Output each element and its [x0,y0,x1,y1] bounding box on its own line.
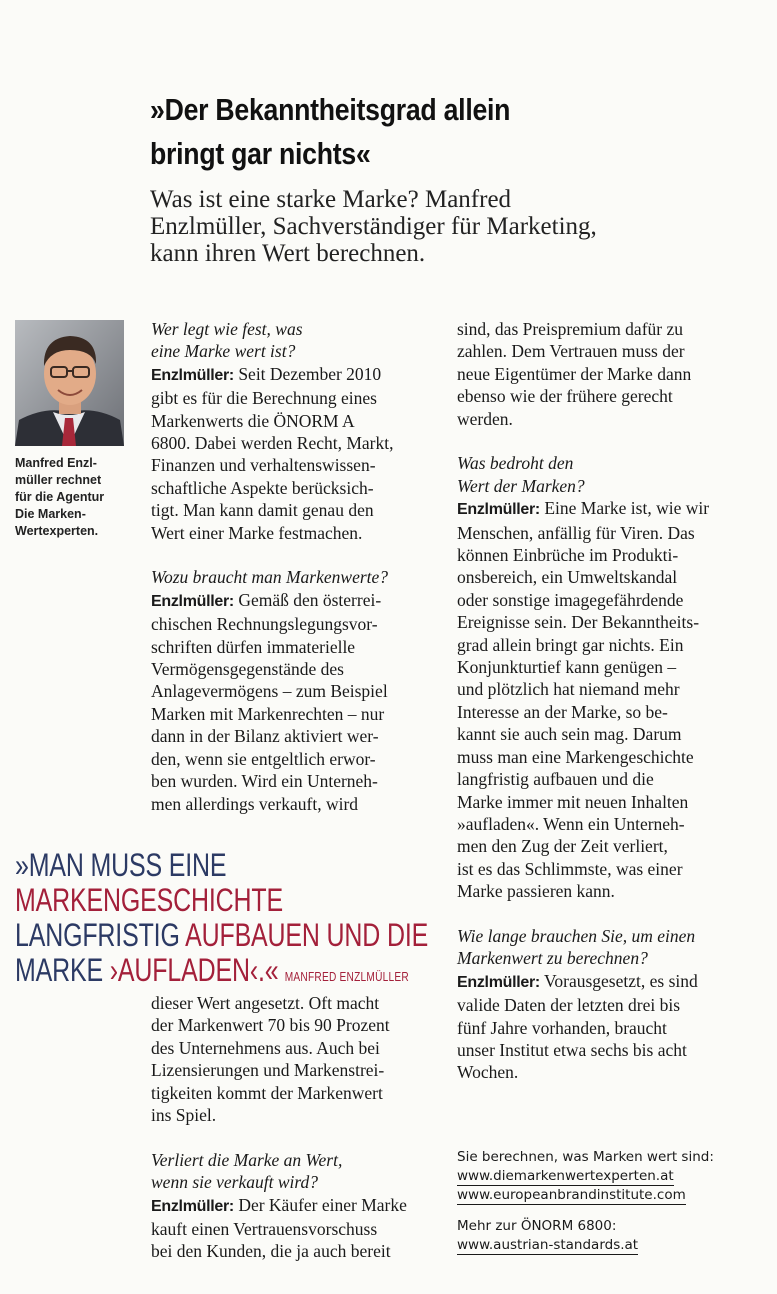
body-text-line: chischen Rechnungslegungsvor- [151,614,378,635]
body-text-line: Menschen, anfällig für Viren. Das [457,522,695,543]
body-text-line: dieser Wert angesetzt. Oft macht [151,993,380,1013]
portrait-photo [15,320,124,446]
body-text-line: Finanzen und verhaltenswissen- [151,455,376,476]
caption-line: für die Agentur [15,490,105,504]
pull-quote-highlight: ›AUFLADEN [109,952,250,988]
body-text-line: 6800. Dabei werden Recht, Markt, [151,433,394,454]
body-text-line: ins Spiel. [151,1105,217,1126]
subhead-line-1: Was ist eine starke Marke? Manfred [150,186,512,213]
caption-line: Wertexperten. [15,524,99,538]
interview-question: Wozu braucht man Markenwerte? [151,567,389,588]
interview-question: wenn sie verkauft wird? [151,1172,319,1193]
caption-line: Die Marken- [15,507,86,521]
body-text-line: Konjunkturtief kann genügen – [457,657,677,678]
headline-line-2: bringt gar nichts« [150,136,371,171]
links-intro-oenorm: Mehr zur ÖNORM 6800: [457,1218,617,1234]
body-text-line: zahlen. Dem Vertrauen muss der [457,341,685,362]
pull-quote-text: »MAN MUSS EINE [15,847,227,883]
answer-text: Der Käufer einer Marke [233,1194,407,1215]
body-text-line: oder sonstige imagegefährdende [457,589,684,610]
body-text-line: Marke immer mit neuen Inhalten [457,791,689,812]
headline-line-1: »Der Bekanntheitsgrad allein [150,92,511,127]
body-text-line: gibt es für die Berechnung eines [151,388,377,409]
body-text-line: »aufladen«. Wenn ein Unterneh- [457,813,685,834]
body-text-line: grad allein bringt gar nichts. Ein [457,634,684,655]
body-text-line: werden. [457,408,513,429]
caption-line: Manfred Enzl- [15,456,97,470]
paragraph-spacer [151,544,441,566]
body-text-line: dann in der Bilanz aktiviert wer- [151,726,379,747]
body-text-line: Lizensierungen und Markenstrei- [151,1060,385,1081]
pull-quote-attribution: MANFRED ENZLMÜLLER [284,969,409,984]
interview-answer-start [151,363,441,387]
link-austrian-standards[interactable]: www.austrian-standards.at [457,1237,639,1253]
body-text-line: Wert einer Marke festmachen. [151,522,363,543]
pull-quote-highlight: AUFBAUEN UND DIE [185,917,429,953]
interview-answer-start [151,1194,441,1218]
body-text-line: valide Daten der letzten drei bis [457,995,681,1016]
paragraph-spacer [151,1126,441,1148]
interview-answer-start [457,970,757,994]
interview-question: Markenwert zu berechnen? [457,948,648,969]
subhead-line-2: Enzlmüller, Sachverständiger für Marketing, [150,213,597,240]
answer-text: Vorausgesetzt, es sind [539,970,698,991]
body-text-line: schriften dürfen immaterielle [151,636,356,657]
interview-question: Was bedroht den [457,453,574,474]
body-text-line: sind, das Preispremium dafür zu [457,319,683,339]
body-text-line: kannt sie auch sein mag. Darum [457,724,682,745]
interview-answer-start [151,589,441,613]
body-text-line: tigkeiten kommt der Markenwert [151,1082,383,1103]
body-text-line: neue Eigentümer der Marke dann [457,363,692,384]
body-text-line: Markenwerts die ÖNORM A [151,410,355,431]
speaker-name: Enzlmüller: [151,366,234,384]
body-text-line: kauft einen Vertrauensvorschuss [151,1219,378,1240]
interview-question: Verliert die Marke an Wert, [151,1149,343,1170]
body-text-line: tigt. Man kann damit genau den [151,500,374,521]
body-text-line: unser Institut etwa sechs bis acht [457,1039,687,1060]
body-text-line: ben wurden. Wird ein Unterneh- [151,771,378,792]
interview-question: Wer legt wie fest, was [151,319,303,339]
body-text-line: den, wenn sie entgeltlich erwor- [151,748,376,769]
interview-answer-start [457,497,757,521]
interview-question: eine Marke wert ist? [151,341,296,362]
body-text-line: Ereignisse sein. Der Bekanntheits- [457,612,700,633]
pull-quote-text: LANGFRISTIG [15,917,186,953]
paragraph-spacer [457,903,757,925]
interview-question: Wie lange brauchen Sie, um einen [457,925,696,946]
body-text-line: Wochen. [457,1062,519,1083]
body-text-line: ist es das Schlimmste, was einer [457,858,683,879]
pull-quote [15,848,452,994]
link-diemarkenwertexperten[interactable]: www.diemarkenwertexperten.at [457,1168,674,1184]
answer-text: Eine Marke ist, wie wir [539,498,710,519]
subhead-line-3: kann ihren Wert berechnen. [150,240,426,267]
body-text-line: können Einbrüche im Produkti- [457,545,679,566]
column-1-bottom [151,992,441,1263]
body-text-line: Anlagevermögens – zum Beispiel [151,681,388,702]
links-box [457,1148,757,1255]
speaker-name: Enzlmüller: [457,973,540,991]
body-text-line: Interesse an der Marke, so be- [457,701,668,722]
photo-caption [15,455,125,540]
pull-quote-text: MARKE [15,952,110,988]
pull-quote-highlight: MARKENGESCHICHTE [15,882,283,918]
body-text-line: langfristig aufbauen und die [457,769,654,790]
speaker-name: Enzlmüller: [151,1197,234,1215]
body-text-line: bei den Kunden, die ja auch bereit [151,1241,391,1262]
body-text-line: onsbereich, ein Umweltskandal [457,567,678,588]
body-text-line: men den Zug der Zeit verliert, [457,836,668,857]
pull-quote-highlight: ‹.« [249,952,279,988]
body-text-line: der Markenwert 70 bis 90 Prozent [151,1015,390,1036]
body-text-line: des Unternehmens aus. Auch bei [151,1037,380,1058]
answer-text: Seit Dezember 2010 [233,363,382,384]
body-text-line: ebenso wie der frühere gerecht [457,386,673,407]
body-text-line: Vermögensgegenstände des [151,659,344,680]
speaker-name: Enzlmüller: [151,592,234,610]
body-text-line: muss man eine Markengeschichte [457,746,694,767]
answer-text: Gemäß den österrei- [233,589,382,610]
body-text-line: Marke passieren kann. [457,881,615,902]
interview-question: Wert der Marken? [457,475,585,496]
article-subheading [150,186,690,267]
body-text-line: und plötzlich hat niemand mehr [457,679,680,700]
speaker-name: Enzlmüller: [457,501,540,519]
column-2 [457,318,757,1084]
body-text-line: Marken mit Markenrechten – nur [151,703,385,724]
links-intro: Sie berechnen, was Marken wert sind: [457,1149,714,1165]
article-headline [150,88,632,176]
body-text-line: men allerdings verkauft, wird [151,793,359,814]
paragraph-spacer [457,430,757,452]
link-europeanbrandinstitute[interactable]: www.europeanbrandinstitute.com [457,1187,686,1203]
caption-line: müller rechnet [15,473,102,487]
body-text-line: fünf Jahre vorhanden, braucht [457,1017,667,1038]
column-1-top [151,318,441,815]
body-text-line: schaftliche Aspekte berücksich- [151,477,374,498]
